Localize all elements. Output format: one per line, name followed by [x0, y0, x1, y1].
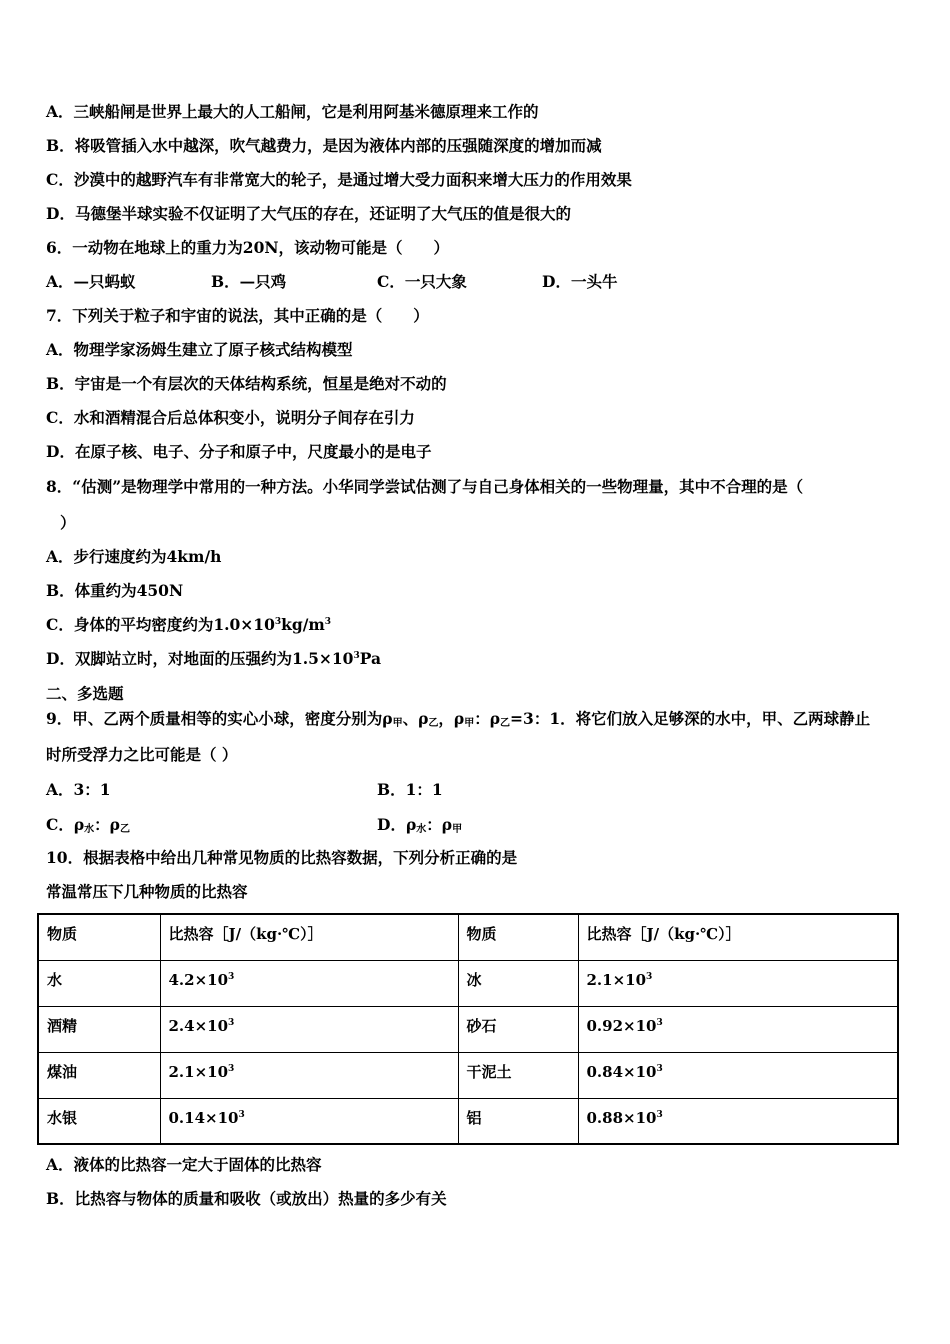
table-header-cell: 比热容［J/（kg·℃）］	[160, 914, 458, 960]
value-cell	[160, 1052, 458, 1098]
q5-option-d: D．马德堡半球实验不仅证明了大气压的存在，还证明了大气压的值是很大的	[46, 204, 571, 223]
q9-sep3: ：ρ	[474, 709, 501, 728]
table-row	[38, 1098, 898, 1144]
q6-option-a: A．—只蚂蚁	[46, 272, 136, 291]
specific-heat-table	[37, 913, 899, 1145]
value-cell	[578, 960, 898, 1006]
value-base: 2.1×10	[168, 1062, 229, 1081]
q7-option-b: B．宇宙是一个有层次的天体结构系统，恒星是绝对不动的	[46, 374, 447, 393]
value-base: 0.88×10	[586, 1108, 657, 1127]
material-cell: 水银	[38, 1098, 160, 1144]
q10-option-b: B．比热容与物体的质量和吸收（或放出）热量的多少有关	[46, 1189, 447, 1208]
q9-option-c-mid: ：ρ	[94, 815, 120, 834]
q8-option-c-exp: 3	[274, 616, 282, 627]
q9-option-d-sub2: 甲	[452, 824, 463, 835]
q9-sep1: 、ρ	[402, 709, 429, 728]
q9-stem-line2: 时所受浮力之比可能是（ ）	[46, 745, 238, 764]
value-exp: 3	[228, 971, 235, 982]
q9-option-d-mid: ：ρ	[426, 815, 453, 834]
q8-stem-line1: 8．“估测”是物理学中常用的一种方法。小华同学尝试估测了与自己身体相关的一些物理量，其中不合理的是（	[46, 477, 804, 496]
q9-option-b: B．1：1	[377, 780, 443, 799]
q9-option-d-sub1: 水	[416, 824, 427, 835]
q8-stem-line2: ）	[60, 513, 76, 532]
q8-option-a: A．步行速度约为4km/h	[46, 547, 222, 566]
value-cell	[578, 1006, 898, 1052]
q10-table-title: 常温常压下几种物质的比热容	[46, 882, 248, 901]
table-row	[38, 960, 898, 1006]
value-exp: 3	[228, 1017, 235, 1028]
q6-option-c: C．一只大象	[377, 272, 467, 291]
value-base: 0.92×10	[586, 1016, 657, 1035]
section-heading: 二、多选题	[46, 684, 124, 703]
value-exp: 3	[238, 1109, 245, 1120]
q10-option-a: A．液体的比热容一定大于固体的比热容	[46, 1155, 322, 1174]
value-exp: 3	[656, 1063, 663, 1074]
q5-option-b: B．将吸管插入水中越深，吹气越费力，是因为液体内部的压强随深度的增加而减	[46, 136, 602, 155]
q5-option-c: C．沙漠中的越野汽车有非常宽大的轮子，是通过增大受力面积来增大压力的作用效果	[46, 170, 632, 189]
value-base: 0.14×10	[168, 1108, 239, 1127]
q7-option-c: C．水和酒精混合后总体积变小，说明分子间存在引力	[46, 408, 415, 427]
material-cell: 铝	[458, 1098, 578, 1144]
material-cell: 冰	[458, 960, 578, 1006]
q9-stem-text-a: 9．甲、乙两个质量相等的实心小球，密度分别为ρ	[46, 709, 393, 728]
value-base: 2.1×10	[586, 970, 647, 989]
q9-sub-jia2: 甲	[464, 718, 475, 729]
q8-option-d	[46, 649, 381, 669]
q8-option-c-unit: kg/m	[281, 615, 325, 634]
table-header-cell: 物质	[38, 914, 160, 960]
material-cell: 酒精	[38, 1006, 160, 1052]
q8-option-d-prefix: D．双脚站立时，对地面的压强约为1.5×10	[46, 649, 354, 668]
table-row	[38, 1006, 898, 1052]
value-base: 2.4×10	[168, 1016, 229, 1035]
q7-option-d: D．在原子核、电子、分子和原子中，尺度最小的是电子	[46, 442, 432, 461]
q7-option-a: A．物理学家汤姆生建立了原子核式结构模型	[46, 340, 353, 359]
q9-stem-text-b: =3：1．将它们放入足够深的水中，甲、乙两球静止	[510, 709, 871, 728]
value-cell	[160, 960, 458, 1006]
value-exp: 3	[656, 1017, 663, 1028]
q9-option-a: A．3：1	[46, 780, 111, 799]
q8-option-d-unit: Pa	[359, 649, 382, 668]
table-header-cell: 物质	[458, 914, 578, 960]
value-cell	[160, 1098, 458, 1144]
q9-sub-jia: 甲	[392, 718, 403, 729]
value-cell	[578, 1052, 898, 1098]
table-header-cell: 比热容［J/（kg·℃）］	[578, 914, 898, 960]
value-exp: 3	[228, 1063, 235, 1074]
q9-sub-yi: 乙	[428, 718, 439, 729]
material-cell: 水	[38, 960, 160, 1006]
material-cell: 干泥土	[458, 1052, 578, 1098]
q10-stem: 10．根据表格中给出几种常见物质的比热容数据，下列分析正确的是	[46, 848, 518, 867]
q9-option-d	[377, 815, 462, 835]
q8-option-c	[46, 615, 331, 635]
q9-option-d-prefix: D．ρ	[377, 815, 417, 834]
q6-stem: 6．一动物在地球上的重力为20N，该动物可能是（ ）	[46, 238, 450, 257]
q5-option-a: A．三峡船闸是世界上最大的人工船闸，它是利用阿基米德原理来工作的	[46, 102, 539, 121]
q9-option-c	[46, 815, 130, 835]
value-cell	[160, 1006, 458, 1052]
value-exp: 3	[656, 1109, 663, 1120]
value-cell	[578, 1098, 898, 1144]
q8-option-c-exp2: 3	[324, 616, 332, 627]
q9-option-c-prefix: C．ρ	[46, 815, 85, 834]
q6-option-b: B．—只鸡	[211, 272, 287, 291]
q8-option-d-exp: 3	[353, 650, 360, 661]
q9-sub-yi2: 乙	[500, 718, 511, 729]
value-base: 4.2×10	[168, 970, 229, 989]
q9-stem-line1	[46, 709, 870, 729]
material-cell: 砂石	[458, 1006, 578, 1052]
value-exp: 3	[646, 971, 653, 982]
q7-stem: 7．下列关于粒子和宇宙的说法，其中正确的是（ ）	[46, 306, 429, 325]
table-row	[38, 1052, 898, 1098]
table-header-row	[38, 914, 898, 960]
material-cell: 煤油	[38, 1052, 160, 1098]
q9-option-c-sub1: 水	[84, 824, 95, 835]
value-base: 0.84×10	[586, 1062, 657, 1081]
q8-option-c-prefix: C．身体的平均密度约为1.0×10	[46, 615, 275, 634]
q6-option-d: D．一头牛	[542, 272, 618, 291]
q8-option-b: B．体重约为450N	[46, 581, 184, 600]
q9-sep2: ，ρ	[438, 709, 465, 728]
q9-option-c-sub2: 乙	[119, 824, 130, 835]
